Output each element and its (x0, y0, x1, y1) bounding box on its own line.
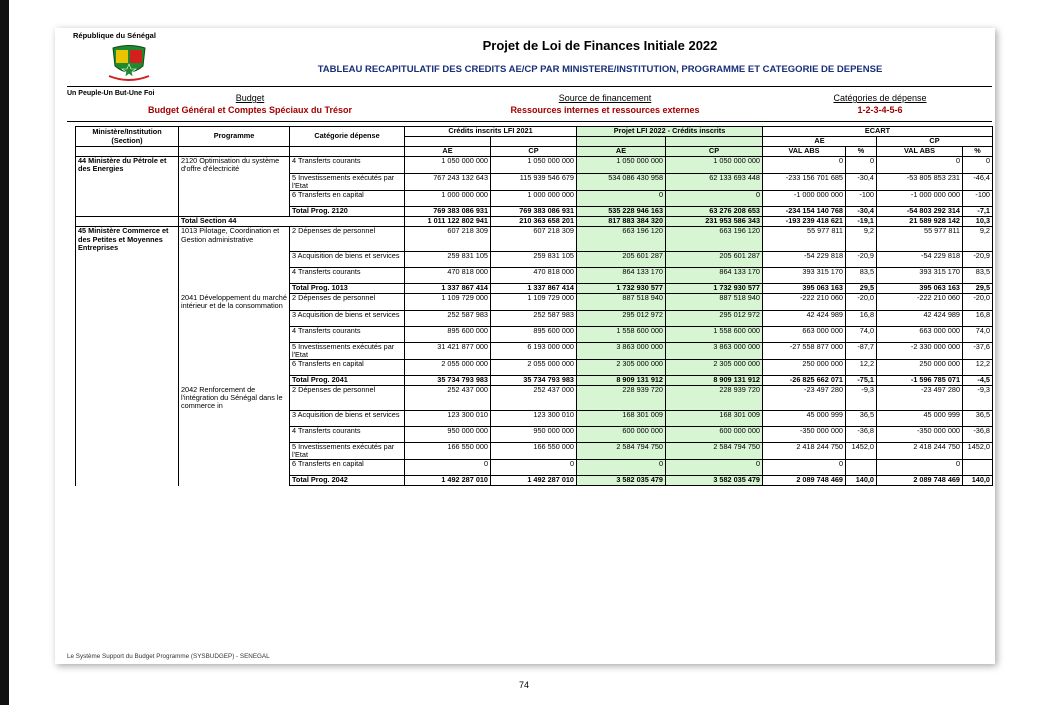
row-value: 42 424 989 (877, 310, 963, 326)
col-lfi-ae: AE (405, 147, 491, 157)
programme-name: 2042 Renforcement de l'intégration du Sénégal dans le commerce in (179, 386, 290, 411)
budget-value: Budget Général et Comptes Spéciaux du Trésor (147, 105, 353, 115)
categorie-label: 5 Investissements exécutés par l'Etat (290, 173, 405, 190)
row-value: -350 000 000 (877, 426, 963, 442)
row-value: 9,2 (846, 227, 877, 252)
programme-cell (179, 284, 290, 294)
programme-cell (179, 426, 290, 442)
row-value: 663 000 000 (877, 326, 963, 342)
programme-name: 2041 Développement du marché intérieur et de la consommation (179, 294, 290, 310)
program-total-value: -1 596 785 071 (877, 376, 963, 386)
col-projet-lfi-2022: Projet LFI 2022 - Crédits inscrits (577, 127, 763, 137)
ministere-cell (76, 460, 179, 476)
program-total-value: 8 909 131 912 (577, 376, 666, 386)
programme-name: 1013 Pilotage, Coordination et Gestion administrative (179, 227, 290, 252)
page-number: 74 (518, 680, 529, 690)
row-value: 74,0 (963, 326, 993, 342)
col-ecart-ae: AE (763, 137, 877, 147)
row-value: -87,7 (846, 342, 877, 359)
programme-cell (179, 410, 290, 426)
table-row (76, 294, 993, 310)
table-row (76, 426, 993, 442)
col-lfi-cp: CP (491, 147, 577, 157)
row-value: 600 000 000 (666, 426, 763, 442)
col-credits-lfi-2021: Crédits inscrits LFI 2021 (405, 127, 577, 137)
section-total-value: -193 239 418 621 (763, 217, 846, 227)
categories-value: 1-2-3-4-5-6 (857, 105, 903, 115)
row-value: 0 (491, 460, 577, 476)
row-value: 3 863 000 000 (577, 342, 666, 359)
program-total-value: 35 734 793 983 (405, 376, 491, 386)
row-value: 259 831 105 (491, 252, 577, 268)
categorie-label: 2 Dépenses de personnel (290, 227, 405, 252)
categorie-label: 3 Acquisition de biens et services (290, 252, 405, 268)
program-total-value: 535 228 946 163 (577, 207, 666, 217)
row-value: 1 050 000 000 (491, 157, 577, 174)
row-value: 2 305 000 000 (666, 360, 763, 376)
ministere-name: 44 Ministère du Pétrole et des Energies (76, 157, 179, 174)
row-value: 205 601 287 (577, 252, 666, 268)
row-value: 123 300 010 (405, 410, 491, 426)
row-value: -222 210 060 (877, 294, 963, 310)
program-total-value: 1 492 287 010 (491, 476, 577, 486)
categories-block (780, 93, 980, 115)
row-value: 12,2 (963, 360, 993, 376)
row-value: -36,8 (963, 426, 993, 442)
program-total-label: Total Prog. 2041 (290, 376, 405, 386)
program-total-label: Total Prog. 2120 (290, 207, 405, 217)
row-value: 607 218 309 (405, 227, 491, 252)
table-row (76, 326, 993, 342)
ministere-cell (76, 173, 179, 190)
row-value: 259 831 105 (405, 252, 491, 268)
section-total-value: -19,1 (846, 217, 877, 227)
program-total-value: 3 582 035 479 (666, 476, 763, 486)
row-value: 0 (877, 157, 963, 174)
row-value: 16,8 (963, 310, 993, 326)
row-value: 2 418 244 750 (877, 442, 963, 459)
row-value: 0 (666, 460, 763, 476)
row-value: 115 939 546 679 (491, 173, 577, 190)
row-value: 0 (763, 460, 846, 476)
section-total-value: 817 883 384 320 (577, 217, 666, 227)
row-value: 2 055 000 000 (405, 360, 491, 376)
ministere-cell (76, 342, 179, 359)
row-value: 31 421 877 000 (405, 342, 491, 359)
row-value: 2 584 794 750 (577, 442, 666, 459)
programme-cell (179, 442, 290, 459)
col-ae-pct: % (846, 147, 877, 157)
programme-cell (179, 191, 290, 207)
row-value: 1 558 600 000 (577, 326, 666, 342)
categorie-label: 4 Transferts courants (290, 326, 405, 342)
row-value: -233 156 701 685 (763, 173, 846, 190)
source-block (455, 93, 755, 115)
row-value: 252 437 000 (491, 386, 577, 411)
row-value: 0 (577, 191, 666, 207)
row-value: 1 000 000 000 (491, 191, 577, 207)
ministere-cell (76, 426, 179, 442)
col-ecart: ECART (763, 127, 993, 137)
row-value: 3 863 000 000 (666, 342, 763, 359)
row-value: 252 587 983 (405, 310, 491, 326)
programme-cell (179, 460, 290, 476)
row-value: 1 000 000 000 (405, 191, 491, 207)
ministere-cell (76, 284, 179, 294)
row-value: 1 109 729 000 (405, 294, 491, 310)
row-value: 62 133 693 448 (666, 173, 763, 190)
programme-cell (179, 310, 290, 326)
ministere-cell (76, 442, 179, 459)
row-value: 36,5 (963, 410, 993, 426)
row-value: 887 518 940 (577, 294, 666, 310)
programme-name: 2120 Optimisation du système d'offre d'électricité (179, 157, 290, 174)
program-total-row (76, 476, 993, 486)
categorie-label: 6 Transferts en capital (290, 460, 405, 476)
programme-cell (179, 326, 290, 342)
row-value: 42 424 989 (763, 310, 846, 326)
ministere-name: 45 Ministère Commerce et des Petites et Moyennes Entreprises (76, 227, 179, 252)
program-total-value: 395 063 163 (763, 284, 846, 294)
programme-cell (179, 376, 290, 386)
row-value: -1 000 000 000 (763, 191, 846, 207)
row-value: 887 518 940 (666, 294, 763, 310)
table-row (76, 386, 993, 411)
col-ministere: Ministère/Institution (Section) (76, 127, 179, 147)
row-value: 1 050 000 000 (577, 157, 666, 174)
row-value: -53 805 853 231 (877, 173, 963, 190)
section-total-value: 231 953 586 343 (666, 217, 763, 227)
row-value: 168 301 009 (577, 410, 666, 426)
row-value: 252 437 000 (405, 386, 491, 411)
col-projet-cp: CP (666, 147, 763, 157)
row-value: 12,2 (846, 360, 877, 376)
program-total-row (76, 284, 993, 294)
categorie-label: 3 Acquisition de biens et services (290, 410, 405, 426)
table-row (76, 442, 993, 459)
programme-cell (179, 173, 290, 190)
row-value: 2 584 794 750 (666, 442, 763, 459)
programme-cell (179, 207, 290, 217)
program-total-row (76, 376, 993, 386)
row-value: -350 000 000 (763, 426, 846, 442)
table-row (76, 227, 993, 252)
document-title: Projet de Loi de Finances Initiale 2022 (482, 38, 718, 53)
row-value: -2 330 000 000 (877, 342, 963, 359)
row-value (846, 460, 877, 476)
row-value: 393 315 170 (763, 268, 846, 284)
row-value: 0 (666, 191, 763, 207)
row-value: 767 243 132 643 (405, 173, 491, 190)
row-value: 2 055 000 000 (491, 360, 577, 376)
programme-cell (179, 476, 290, 486)
row-value: 864 133 170 (666, 268, 763, 284)
program-total-value: 3 582 035 479 (577, 476, 666, 486)
row-value: 74,0 (846, 326, 877, 342)
row-value: 123 300 010 (491, 410, 577, 426)
ministere-cell (76, 217, 179, 227)
row-value: 45 000 999 (763, 410, 846, 426)
ministere-cell (76, 268, 179, 284)
credits-table (75, 126, 993, 486)
budget-block (95, 93, 405, 115)
row-value: 0 (577, 460, 666, 476)
col-categorie: Catégorie dépense (290, 127, 405, 147)
row-value: 864 133 170 (577, 268, 666, 284)
program-total-row (76, 207, 993, 217)
row-value: 0 (405, 460, 491, 476)
row-value: 252 587 983 (491, 310, 577, 326)
row-value: 228 939 720 (666, 386, 763, 411)
row-value: 663 196 120 (666, 227, 763, 252)
table-row (76, 410, 993, 426)
categorie-label: 5 Investissements exécutés par l'Etat (290, 442, 405, 459)
col-cp-val-abs: VAL ABS (877, 147, 963, 157)
row-value: 663 196 120 (577, 227, 666, 252)
row-value: 470 818 000 (405, 268, 491, 284)
table-row (76, 360, 993, 376)
section-total-value: 210 363 658 201 (491, 217, 577, 227)
row-value: 470 818 000 (491, 268, 577, 284)
left-edge-bar (0, 0, 9, 705)
programme-cell (179, 252, 290, 268)
col-projet-ae: AE (577, 147, 666, 157)
table-row (76, 157, 993, 174)
ministere-cell (76, 376, 179, 386)
program-total-value: -75,1 (846, 376, 877, 386)
table-row (76, 268, 993, 284)
row-value: -20,0 (846, 294, 877, 310)
row-value: -9,3 (963, 386, 993, 411)
ministere-cell (76, 386, 179, 411)
budget-label: Budget (235, 93, 265, 103)
row-value: -1 000 000 000 (877, 191, 963, 207)
row-value: 1 109 729 000 (491, 294, 577, 310)
program-total-label: Total Prog. 1013 (290, 284, 405, 294)
program-total-value: 63 276 208 653 (666, 207, 763, 217)
ministere-cell (76, 360, 179, 376)
program-total-value: 2 089 748 469 (877, 476, 963, 486)
categorie-label: 6 Transferts en capital (290, 360, 405, 376)
row-value: 0 (963, 157, 993, 174)
section-total-value: 10,3 (963, 217, 993, 227)
program-total-value: 8 909 131 912 (666, 376, 763, 386)
section-total-row (76, 217, 993, 227)
row-value: -54 229 818 (877, 252, 963, 268)
programme-cell (179, 342, 290, 359)
ministere-cell (76, 476, 179, 486)
section-total-label: Total Section 44 (179, 217, 405, 227)
row-value: 166 550 000 (405, 442, 491, 459)
categorie-label: 4 Transferts courants (290, 426, 405, 442)
col-programme: Programme (179, 127, 290, 147)
row-value: 166 550 000 (491, 442, 577, 459)
row-value: 250 000 000 (763, 360, 846, 376)
row-value: 83,5 (846, 268, 877, 284)
program-total-value: 35 734 793 983 (491, 376, 577, 386)
row-value: -20,0 (963, 294, 993, 310)
program-total-value: 395 063 163 (877, 284, 963, 294)
program-total-value: -26 825 662 071 (763, 376, 846, 386)
program-total-value: 140,0 (963, 476, 993, 486)
program-total-value: 1 337 867 414 (405, 284, 491, 294)
program-total-value: 29,5 (846, 284, 877, 294)
program-total-label: Total Prog. 2042 (290, 476, 405, 486)
row-value: -9,3 (846, 386, 877, 411)
table-row (76, 342, 993, 359)
row-value: 1452,0 (846, 442, 877, 459)
program-total-value: 1 337 867 414 (491, 284, 577, 294)
categorie-label: 2 Dépenses de personnel (290, 294, 405, 310)
ministere-cell (76, 191, 179, 207)
ministere-cell (76, 310, 179, 326)
row-value: 250 000 000 (877, 360, 963, 376)
row-value: 0 (877, 460, 963, 476)
categorie-label: 2 Dépenses de personnel (290, 386, 405, 411)
program-total-value: 1 492 287 010 (405, 476, 491, 486)
ministere-cell (76, 207, 179, 217)
row-value: 663 000 000 (763, 326, 846, 342)
document-subtitle: TABLEAU RECAPITULATIF DES CREDITS AE/CP PAR MINISTERE/INSTITUTION, PROGRAMME ET CATEGORIE DE DEPENSE (317, 64, 883, 75)
table-row (76, 191, 993, 207)
program-total-value: 2 089 748 469 (763, 476, 846, 486)
section-total-value: 1 011 122 802 941 (405, 217, 491, 227)
row-value: 2 305 000 000 (577, 360, 666, 376)
row-value: -36,8 (846, 426, 877, 442)
row-value: 607 218 309 (491, 227, 577, 252)
col-ecart-cp: CP (877, 137, 993, 147)
row-value: 895 600 000 (405, 326, 491, 342)
credits-table-body (76, 157, 993, 486)
row-value: -37,6 (963, 342, 993, 359)
program-total-value: -30,4 (846, 207, 877, 217)
col-ae-val-abs: VAL ABS (763, 147, 846, 157)
row-value (963, 460, 993, 476)
row-value: 36,5 (846, 410, 877, 426)
program-total-value: 769 383 086 931 (491, 207, 577, 217)
program-total-value: -7,1 (963, 207, 993, 217)
programme-cell (179, 268, 290, 284)
program-total-value: -4,5 (963, 376, 993, 386)
row-value: 1452,0 (963, 442, 993, 459)
row-value: 950 000 000 (405, 426, 491, 442)
row-value: -100 (846, 191, 877, 207)
row-value: 205 601 287 (666, 252, 763, 268)
source-label: Source de financement (558, 93, 652, 103)
section-total-value: 21 589 928 142 (877, 217, 963, 227)
footer-note: Le Système Support du Budget Programme (SYSBUDGEP) - SENEGAL (67, 653, 270, 660)
table-row (76, 460, 993, 476)
row-value: -23 497 280 (763, 386, 846, 411)
row-value: 1 050 000 000 (405, 157, 491, 174)
header-rule-top (67, 86, 992, 87)
program-total-value: 1 732 930 577 (577, 284, 666, 294)
categorie-label: 6 Transferts en capital (290, 191, 405, 207)
program-total-value: -234 154 140 768 (763, 207, 846, 217)
table-row (76, 252, 993, 268)
row-value: 1 558 600 000 (666, 326, 763, 342)
row-value: 600 000 000 (577, 426, 666, 442)
row-value: -46,4 (963, 173, 993, 190)
row-value: 2 418 244 750 (763, 442, 846, 459)
row-value: 1 050 000 000 (666, 157, 763, 174)
row-value: 228 939 720 (577, 386, 666, 411)
row-value: 45 000 999 (877, 410, 963, 426)
col-cp-pct: % (963, 147, 993, 157)
categorie-label: 5 Investissements exécutés par l'Etat (290, 342, 405, 359)
program-total-value: -54 803 292 314 (877, 207, 963, 217)
ministere-cell (76, 326, 179, 342)
program-total-value: 769 383 086 931 (405, 207, 491, 217)
table-row (76, 310, 993, 326)
row-value: -27 558 877 000 (763, 342, 846, 359)
categorie-label: 4 Transferts courants (290, 157, 405, 174)
row-value: 16,8 (846, 310, 877, 326)
row-value: -20,9 (846, 252, 877, 268)
table-row (76, 173, 993, 190)
source-value: Ressources internes et ressources externes (510, 105, 700, 115)
row-value: -54 229 818 (763, 252, 846, 268)
row-value: 9,2 (963, 227, 993, 252)
program-total-value: 29,5 (963, 284, 993, 294)
row-value: 83,5 (963, 268, 993, 284)
row-value: 55 977 811 (877, 227, 963, 252)
row-value: 950 000 000 (491, 426, 577, 442)
programme-cell (179, 360, 290, 376)
header-rule-bottom (67, 121, 992, 122)
row-value: 0 (763, 157, 846, 174)
categorie-label: 3 Acquisition de biens et services (290, 310, 405, 326)
row-value: 895 600 000 (491, 326, 577, 342)
row-value: 168 301 009 (666, 410, 763, 426)
row-value: -100 (963, 191, 993, 207)
motto-label: Un Peuple-Un But-Une Foi (67, 90, 155, 97)
ministere-cell (76, 294, 179, 310)
row-value: 6 193 000 000 (491, 342, 577, 359)
row-value: 55 977 811 (763, 227, 846, 252)
categorie-label: 4 Transferts courants (290, 268, 405, 284)
row-value: 393 315 170 (877, 268, 963, 284)
row-value: -23 497 280 (877, 386, 963, 411)
row-value: 295 012 972 (577, 310, 666, 326)
row-value: 295 012 972 (666, 310, 763, 326)
program-total-value: 140,0 (846, 476, 877, 486)
categories-label: Catégories de dépense (833, 93, 927, 103)
ministere-cell (76, 252, 179, 268)
row-value: -20,9 (963, 252, 993, 268)
row-value: -222 210 060 (763, 294, 846, 310)
row-value: 0 (846, 157, 877, 174)
program-total-value: 1 732 930 577 (666, 284, 763, 294)
republic-label: République du Sénégal (73, 31, 156, 40)
row-value: 534 086 430 958 (577, 173, 666, 190)
row-value: -30,4 (846, 173, 877, 190)
ministere-cell (76, 410, 179, 426)
senegal-emblem-icon (107, 42, 151, 82)
